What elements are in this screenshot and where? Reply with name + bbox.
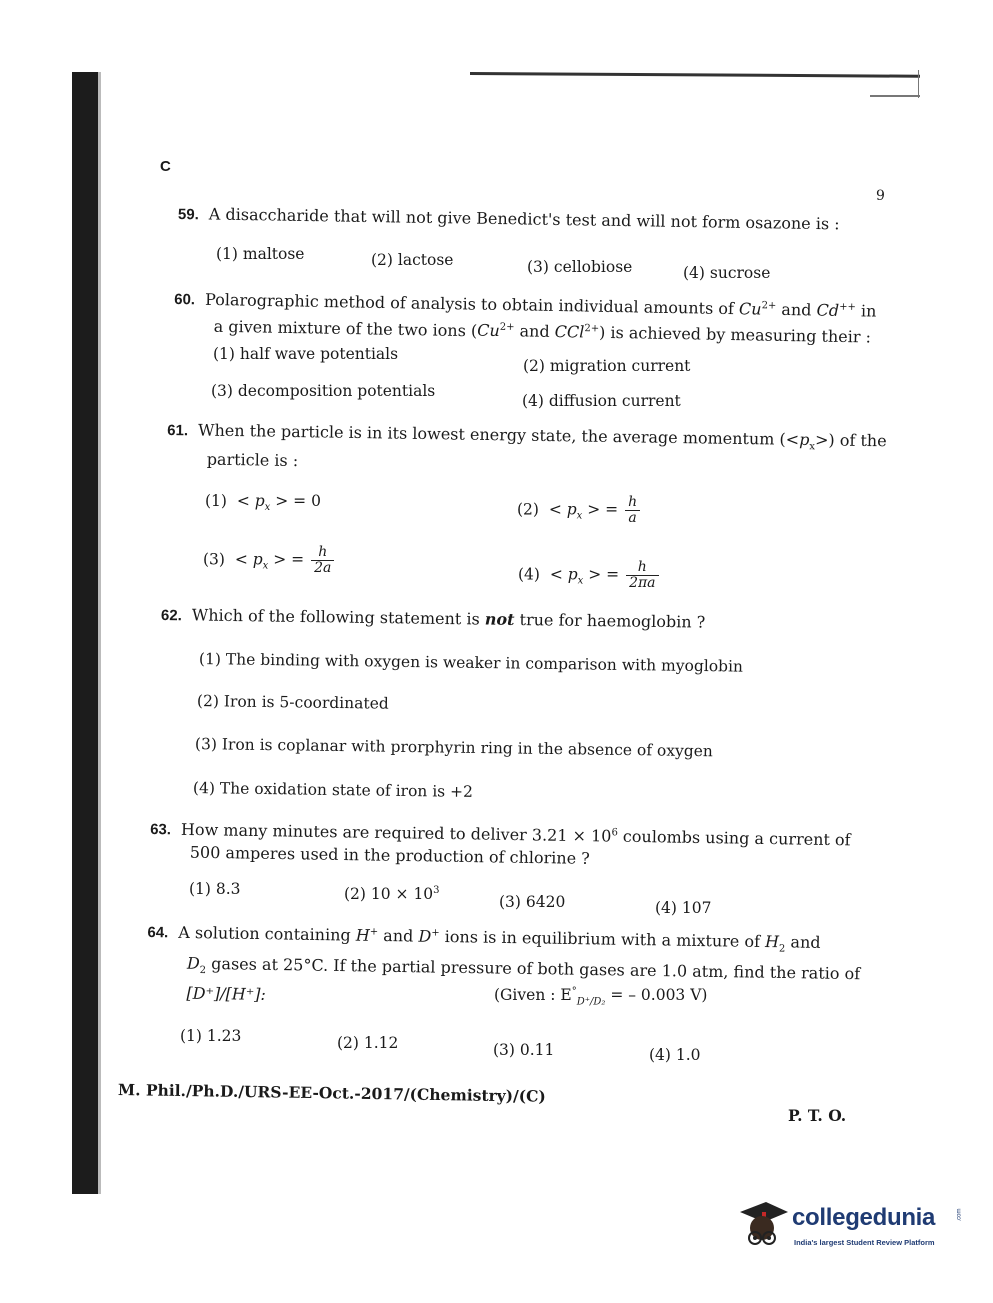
top-rule-line-2 <box>870 95 920 97</box>
ion-charge: ++ <box>839 301 856 313</box>
page-number: 9 <box>876 188 885 204</box>
numerator: h <box>626 560 658 576</box>
question-text: A solution containing <box>178 922 351 945</box>
numerator: h <box>311 545 334 561</box>
exponent: 3 <box>433 885 440 896</box>
question-text: coulombs using a current of <box>617 826 851 850</box>
option-label: (4) <box>518 565 540 584</box>
q63-option-1: (1) 8.3 <box>189 880 241 898</box>
fraction <box>626 560 658 591</box>
question-text: 500 amperes used in the production of chlorine ? <box>189 842 590 869</box>
question-number: 64. <box>147 924 169 942</box>
question-text: >) of the <box>814 430 887 451</box>
question-59 <box>178 203 840 236</box>
question-text: Which of the following statement is <box>191 605 480 629</box>
question-text: and <box>790 932 821 952</box>
question-text: and <box>383 926 414 946</box>
ion-h: H <box>355 925 370 945</box>
question-text: and <box>781 299 812 320</box>
question-text: Polarographic method of analysis to obtain individual amounts of <box>204 289 735 319</box>
q64-given <box>494 986 707 1007</box>
corner-line <box>918 70 919 98</box>
question-text: ions is in equilibrium with a mixture of <box>444 927 761 951</box>
question-text: When the particle is in its lowest energy state, the average momentum (< <box>197 420 800 449</box>
question-text: How many minutes are required to deliver 3.21 × 10 <box>180 819 612 846</box>
question-text: and <box>519 321 550 342</box>
question-number: 59. <box>177 206 199 224</box>
mascot-icon <box>736 1198 790 1254</box>
scan-shadow-edge <box>72 72 98 1194</box>
ion-charge: + <box>369 926 379 938</box>
ion-charge: 2+ <box>761 300 777 312</box>
ion-charge: + <box>431 927 440 939</box>
numerator: h <box>625 495 640 511</box>
subscript: x <box>264 502 271 514</box>
expr-rest: > = <box>268 550 310 569</box>
collegedunia-logo <box>736 1198 966 1262</box>
q59-option-3: (3) cellobiose <box>527 258 633 276</box>
q61-option-3 <box>203 545 334 576</box>
question-63 <box>150 815 851 874</box>
q60-option-1: (1) half wave potentials <box>213 345 399 363</box>
option-text: (2) 10 × 10 <box>344 885 434 904</box>
subscript: x <box>809 441 816 453</box>
expr-rest: > = <box>583 565 625 584</box>
q62-option-4: (4) The oxidation state of iron is +2 <box>192 779 474 801</box>
q64-option-2: (2) 1.12 <box>337 1034 399 1052</box>
question-61 <box>167 419 887 481</box>
top-rule-line <box>470 72 920 78</box>
denominator: 2πa <box>629 575 656 591</box>
q60-option-4: (4) diffusion current <box>522 392 681 410</box>
gas-h2: H <box>764 932 780 952</box>
subscript: 2 <box>778 943 786 955</box>
q61-option-2 <box>517 495 640 526</box>
expr-rest: > = 0 <box>270 492 321 510</box>
q63-option-2 <box>344 885 440 903</box>
q61-option-4 <box>518 560 659 591</box>
q60-option-2: (2) migration current <box>523 357 691 375</box>
question-number: 60. <box>174 291 196 309</box>
question-text: A disaccharide that will not give Benedict's test and will not form osazone is : <box>208 204 840 234</box>
brand-tld: .com <box>956 1208 963 1222</box>
emphasis-not: not <box>484 609 515 629</box>
brand-tagline: India's largest Student Review Platform <box>794 1238 935 1247</box>
footer-pto: P. T. O. <box>788 1106 847 1125</box>
q61-option-1 <box>205 492 321 513</box>
fraction <box>311 545 334 576</box>
fraction <box>625 495 640 526</box>
question-text: a given mixture of the two ions ( <box>213 316 478 340</box>
q62-option-3: (3) Iron is coplanar with prorphyrin ring in the absence of oxygen <box>194 735 713 761</box>
question-number: 61. <box>167 422 189 440</box>
expr: < p <box>549 565 578 584</box>
option-label: (1) <box>205 492 227 510</box>
q64-option-4: (4) 1.0 <box>649 1046 701 1064</box>
q64-option-3: (3) 0.11 <box>493 1041 555 1059</box>
subscript: x <box>262 560 269 572</box>
subscript: D⁺/D₂ <box>576 996 606 1008</box>
q59-option-1: (1) maltose <box>216 245 305 263</box>
q63-option-4: (4) 107 <box>655 899 712 917</box>
q62-option-1: (1) The binding with oxygen is weaker in comparison with myoglobin <box>198 650 744 676</box>
subscript: x <box>577 575 584 587</box>
option-label: (3) <box>203 550 225 569</box>
expr: < p <box>234 550 263 569</box>
gas-d2: D <box>186 953 200 973</box>
q62-option-2: (2) Iron is 5-coordinated <box>196 692 389 713</box>
subscript: x <box>576 510 583 522</box>
ion-cu: Cu <box>477 320 500 341</box>
question-text: ) is achieved by measuring their : <box>598 323 872 347</box>
brand-name: collegedunia <box>792 1204 936 1231</box>
q60-option-3: (3) decomposition potentials <box>211 382 436 400</box>
set-code: C <box>160 158 171 175</box>
momentum-symbol: p <box>799 429 810 450</box>
expr: < p <box>548 500 577 519</box>
subscript: 2 <box>199 964 207 976</box>
q59-option-4: (4) sucrose <box>683 264 771 282</box>
denominator: a <box>628 510 637 526</box>
question-number: 63. <box>150 821 172 839</box>
ratio-expression: [D⁺]/[H⁺]: <box>186 983 267 1004</box>
option-label: (2) <box>517 500 539 519</box>
given-text: = – 0.003 V) <box>605 986 708 1005</box>
question-text: particle is : <box>206 449 299 471</box>
given-text: (Given : E <box>494 986 572 1005</box>
question-text: true for haemoglobin ? <box>519 610 706 632</box>
question-text: in <box>860 301 877 321</box>
ion-charge: 2+ <box>499 322 515 334</box>
exponent: 6 <box>611 827 618 839</box>
footer-code: M. Phil./Ph.D./URS-EE-Oct.-2017/(Chemistry)/(C) <box>117 1080 546 1106</box>
q63-option-3: (3) 6420 <box>499 893 566 911</box>
question-62 <box>161 604 706 635</box>
scan-edge-highlight <box>98 72 101 1194</box>
q64-option-1: (1) 1.23 <box>180 1027 242 1045</box>
ion-cu: Cu <box>738 299 762 319</box>
question-number: 62. <box>160 607 182 625</box>
expr: < p <box>236 492 265 510</box>
superscript: ° <box>571 986 577 997</box>
ion-d: D <box>418 926 432 946</box>
denominator: 2a <box>314 560 332 576</box>
ion-ccl: CCl <box>554 322 585 342</box>
question-text: gases at 25°C. If the partial pressure of both gases are 1.0 atm, find the ratio of <box>211 953 861 983</box>
ion-charge: 2+ <box>584 323 600 335</box>
expr-rest: > = <box>582 500 624 519</box>
ion-cd: Cd <box>816 300 840 320</box>
question-60 <box>174 285 877 349</box>
q59-option-2: (2) lactose <box>371 251 454 269</box>
